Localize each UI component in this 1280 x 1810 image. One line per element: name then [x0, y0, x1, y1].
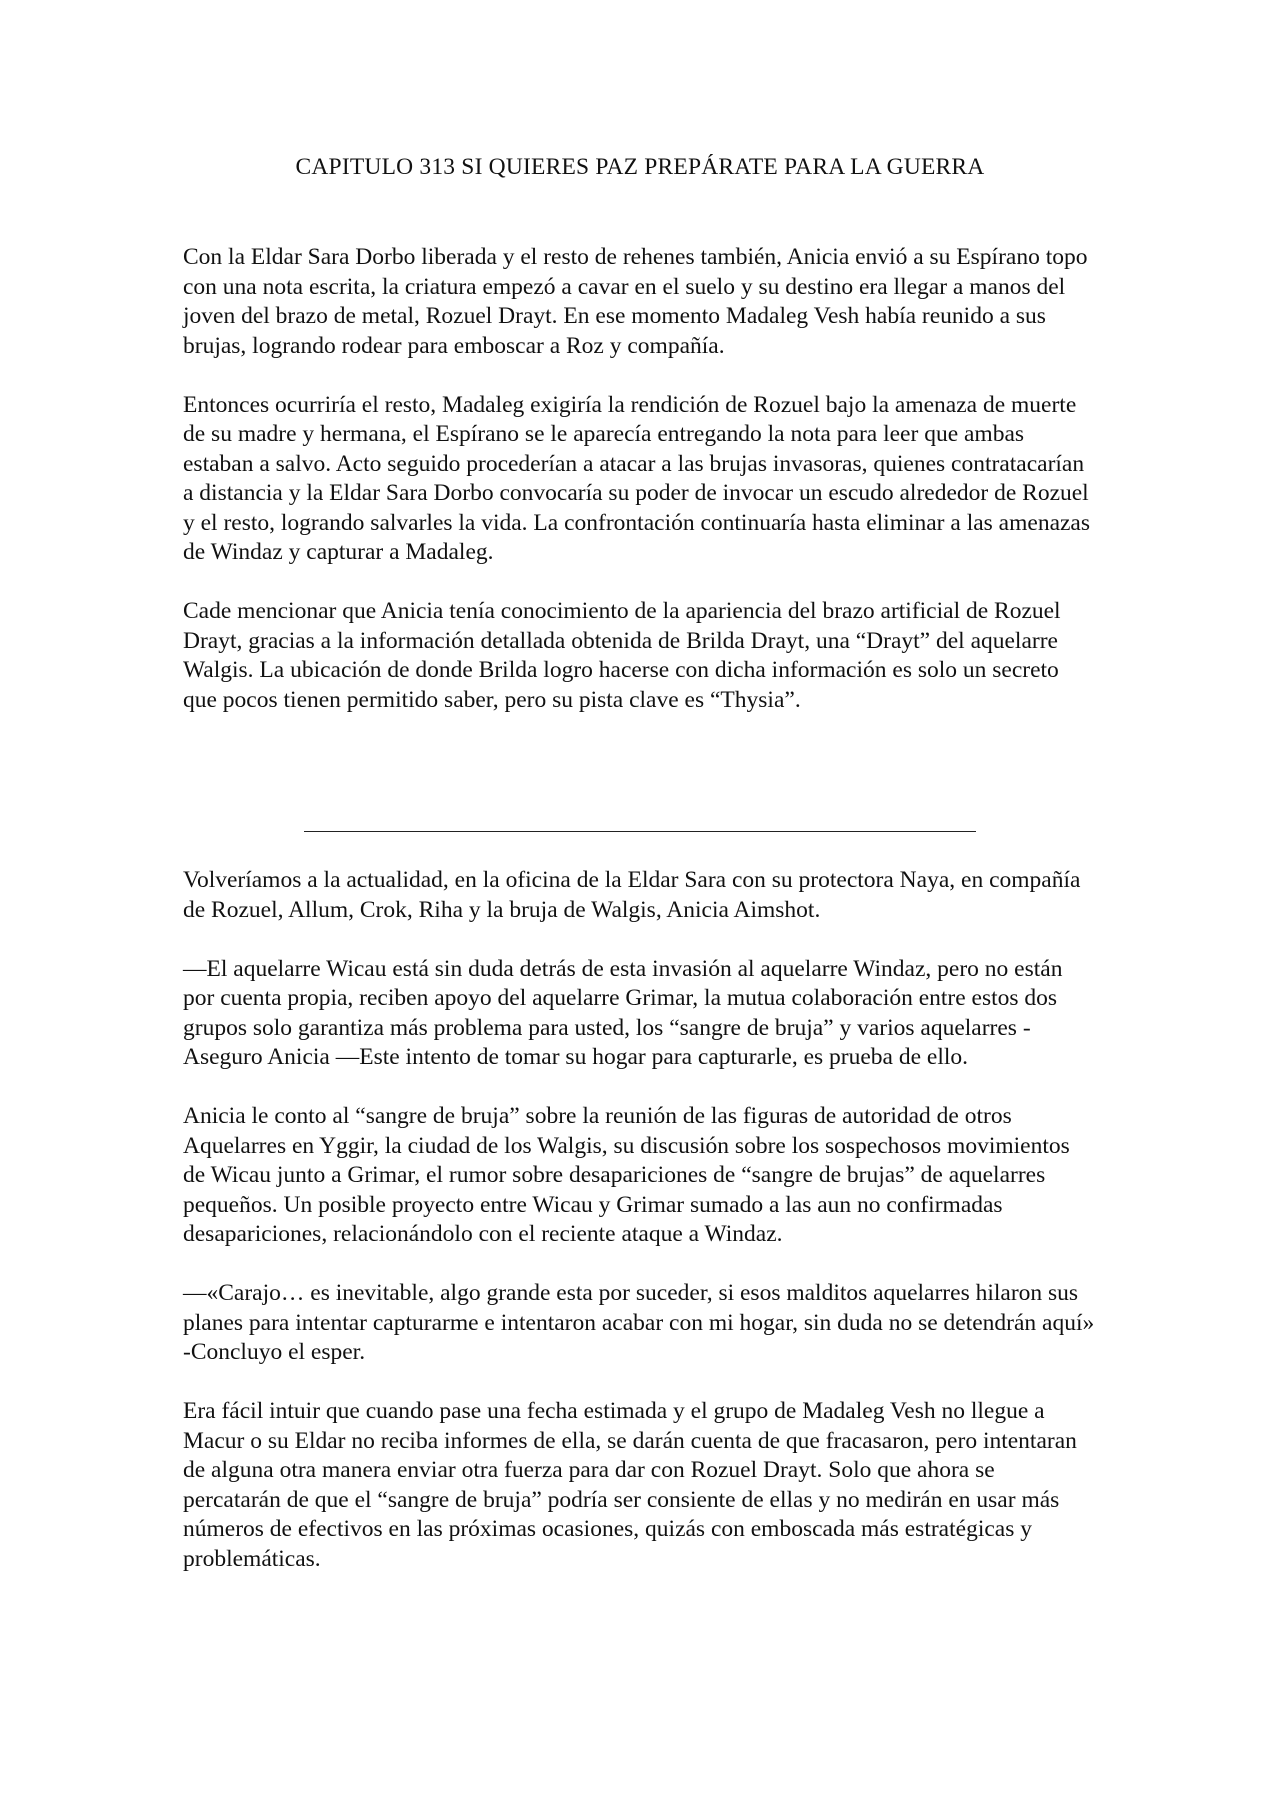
section-divider [304, 831, 976, 832]
paragraph: Entonces ocurriría el resto, Madaleg exigiría la rendición de Rozuel bajo la amenaza de muerte de su madre y hermana, el Espírano se le aparecía entregando la nota para leer que ambas estaban a salvo. Acto seguido procederían a atacar a las brujas invasoras, quienes contratacarían a distancia y la Eldar Sara Dorbo convocaría su poder de invocar un escudo alrededor de Rozuel y el resto, logrando salvarles la vida. La confrontación continuaría hasta eliminar a las amenazas de Windaz y capturar a Madaleg. [183, 391, 1090, 565]
paragraph: Con la Eldar Sara Dorbo liberada y el resto de rehenes también, Anicia envió a su Espírano topo con una nota escrita, la criatura empezó a cavar en el suelo y su destino era llegar a manos del joven del brazo de metal, Rozuel Drayt. En ese momento Madaleg Vesh había reunido a sus brujas, logrando rodear para emboscar a Roz y compañía. [183, 244, 1088, 359]
paragraph: Anicia le conto al “sangre de bruja” sobre la reunión de las figuras de autoridad de otros Aquelarres en Yggir, la ciudad de los Walgis, su discusión sobre los sospechosos movimientos de Wicau junto a Grimar, el rumor sobre desapariciones de “sangre de brujas” de aquelarres pequeños. Un posible proyecto entre Wicau y Grimar sumado a las aun no confirmadas desapariciones, relacionándolo con el reciente ataque a Windaz. [183, 1103, 1070, 1247]
chapter-title: CAPITULO 313 SI QUIERES PAZ PREPÁRATE PARA LA GUERRA [295, 154, 985, 180]
section-one [183, 243, 1095, 745]
paragraph: Cade mencionar que Anicia tenía conocimiento de la apariencia del brazo artificial de Rozuel Drayt, gracias a la información detallada obtenida de Brilda Drayt, una “Drayt” del aquelarre Walgis. La ubicación de donde Brilda logro hacerse con dicha información es solo un secreto que pocos tienen permitido saber, pero su pista clave es “Thysia”. [183, 598, 1061, 713]
paragraph: —El aquelarre Wicau está sin duda detrás de esta invasión al aquelarre Windaz, pero no están por cuenta propia, reciben apoyo del aquelarre Grimar, la mutua colaboración entre estos dos grupos solo garantiza más problema para usted, los “sangre de bruja” y varios aquelarres -Aseguro Anicia —Este intento de tomar su hogar para capturarle, es prueba de ello. [183, 955, 1063, 1070]
paragraph: Era fácil intuir que cuando pase una fecha estimada y el grupo de Madaleg Vesh no llegue a Macur o su Eldar no reciba informes de ella, se darán cuenta de que fracasaron, pero intentaran de alguna otra manera enviar otra fuerza para dar con Rozuel Drayt. Solo que ahora se percatarán de que el “sangre de bruja” podría ser consiente de ellas y no medirán en usar más números de efectivos en las próximas ocasiones, quizás con emboscada más estratégicas y problemáticas. [183, 1398, 1077, 1572]
paragraph: —«Carajo… es inevitable, algo grande esta por suceder, si esos malditos aquelarres hilaron sus planes para intentar capturarme e intentaron acabar con mi hogar, sin duda no se detendrán aquí» -Concluyo el esper. [183, 1280, 1095, 1365]
paragraph: Volveríamos a la actualidad, en la oficina de la Eldar Sara con su protectora Naya, en compañía de Rozuel, Allum, Crok, Riha y la bruja de Walgis, Anicia Aimshot. [183, 867, 1081, 923]
section-two [183, 866, 1095, 1604]
